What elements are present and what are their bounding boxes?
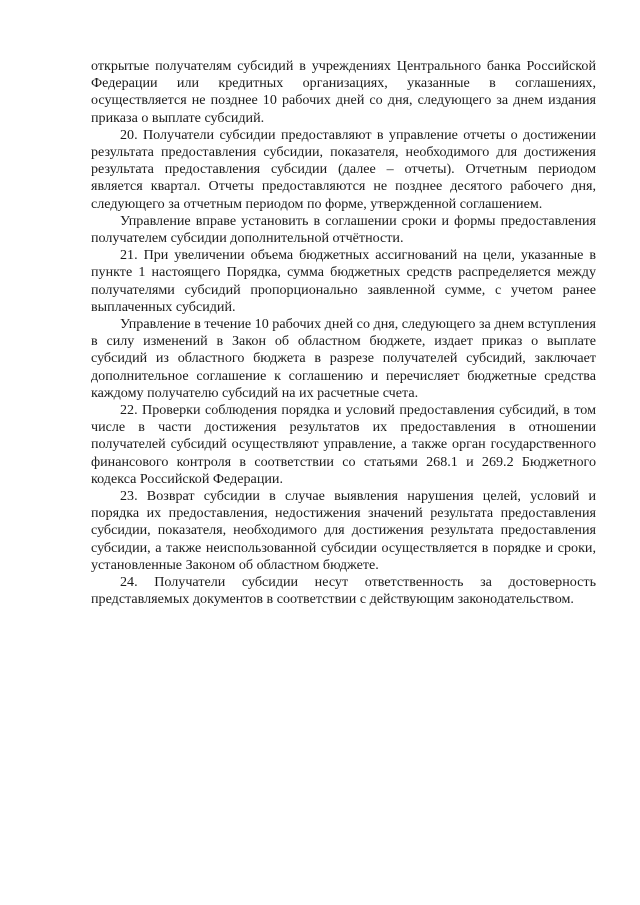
paragraph-21: 21. При увеличении объема бюджетных ассигнований на цели, указанные в пункте 1 настоящего Порядка, сумма бюджетных средств распределяется между получателями субсидий пропорционально заявленной сумме, с учетом ранее выплаченных субсидий. <box>91 247 596 315</box>
paragraph-24: 24. Получатели субсидии несут ответственность за достоверность представляемых документов в соответствии с действующим законодательством. <box>91 574 596 608</box>
paragraph-20-addendum: Управление вправе установить в соглашении сроки и формы предоставления получателем субсидии дополнительной отчётности. <box>91 212 596 247</box>
paragraph-20: 20. Получатели субсидии предоставляют в управление отчеты о достижении результата предоставления субсидии, показателя, необходимого для достижения результата предоставления субсидии (далее – отчеты). Отчетным периодом является квартал. Отчеты предоставляются не позднее десятого рабочего дня, следующего за отчетным периодом по форме, утвержденной соглашением. <box>91 126 596 212</box>
document-body <box>91 58 596 609</box>
paragraph-22: 22. Проверки соблюдения порядка и условий предоставления субсидий, в том числе в части достижения результатов их предоставления в отношении получателей субсидий осуществляют управление, а также орган государственного финансового контроля в соответствии со статьями 268.1 и 269.2 Бюджетного кодекса Российской Федерации. <box>91 402 596 487</box>
paragraph-continuation: открытые получателям субсидий в учреждениях Центрального банка Российской Федерации или кредитных организациях, указанные в соглашениях, осуществляется не позднее 10 рабочих дней со дня, следующего за днем издания приказа о выплате субсидий. <box>91 58 596 126</box>
paragraph-21-addendum: Управление в течение 10 рабочих дней со дня, следующего за днем вступления в силу изменений в Закон об областном бюджете, издает приказ о выплате субсидий из областного бюджета в разрезе получателей субсидий, заключает дополнительное соглашение к соглашению и перечисляет бюджетные средства каждому получателю субсидий на их расчетные счета. <box>91 316 596 401</box>
paragraph-23: 23. Возврат субсидии в случае выявления нарушения целей, условий и порядка их предоставления, недостижения значений результата предоставления субсидии, показателя, необходимого для достижения результата предоставления субсидии, а также неиспользованной субсидии осуществляется в порядке и сроки, установленные Законом об областном бюджете. <box>91 488 596 573</box>
